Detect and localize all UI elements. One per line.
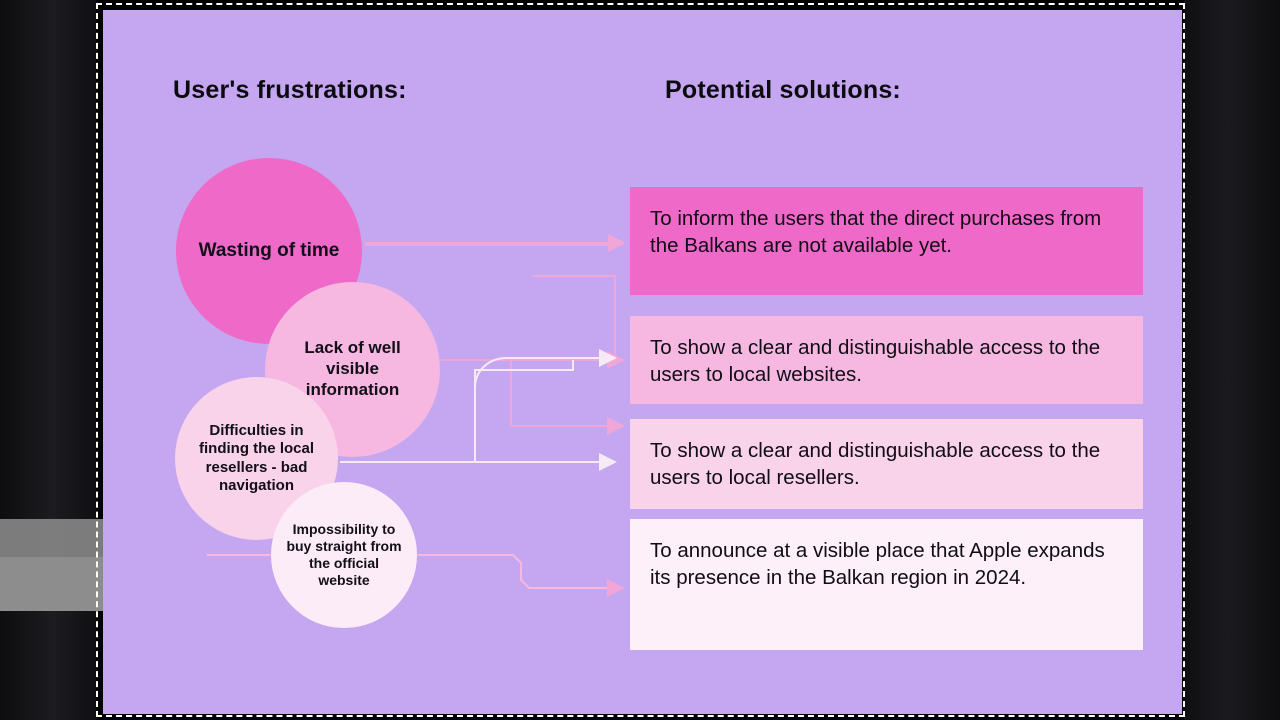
frustration-label: Lack of well visible information bbox=[304, 338, 401, 399]
solution-card-1[interactable] bbox=[630, 187, 1143, 295]
frustration-bubble-impossibility-buy[interactable] bbox=[271, 482, 417, 628]
solution-text: To inform the users that the direct purchases from the Balkans are not available yet. bbox=[650, 207, 1102, 258]
solution-text: To announce at a visible place that Apple expands its presence in the Balkan region in 2024. bbox=[650, 539, 1105, 590]
slide-selection-border[interactable] bbox=[96, 3, 1185, 717]
solution-text: To show a clear and distinguishable access to the users to local websites. bbox=[650, 336, 1101, 387]
slide-canvas bbox=[103, 10, 1182, 714]
solution-card-2[interactable] bbox=[630, 316, 1143, 404]
solution-card-4[interactable] bbox=[630, 519, 1143, 650]
page-title-solutions: Potential solutions: bbox=[665, 76, 901, 104]
solution-text: To show a clear and distinguishable access to the users to local resellers. bbox=[650, 439, 1101, 490]
page-title-frustrations: User's frustrations: bbox=[173, 76, 407, 104]
left-letterbox bbox=[0, 0, 96, 720]
frustration-label: Difficulties in finding the local resellers - bad navigation bbox=[199, 421, 314, 494]
frustration-label: Wasting of time bbox=[198, 240, 340, 262]
right-letterbox bbox=[1184, 0, 1280, 720]
solution-card-3[interactable] bbox=[630, 419, 1143, 509]
frustration-label: Impossibility to buy straight from the official website bbox=[286, 520, 402, 589]
